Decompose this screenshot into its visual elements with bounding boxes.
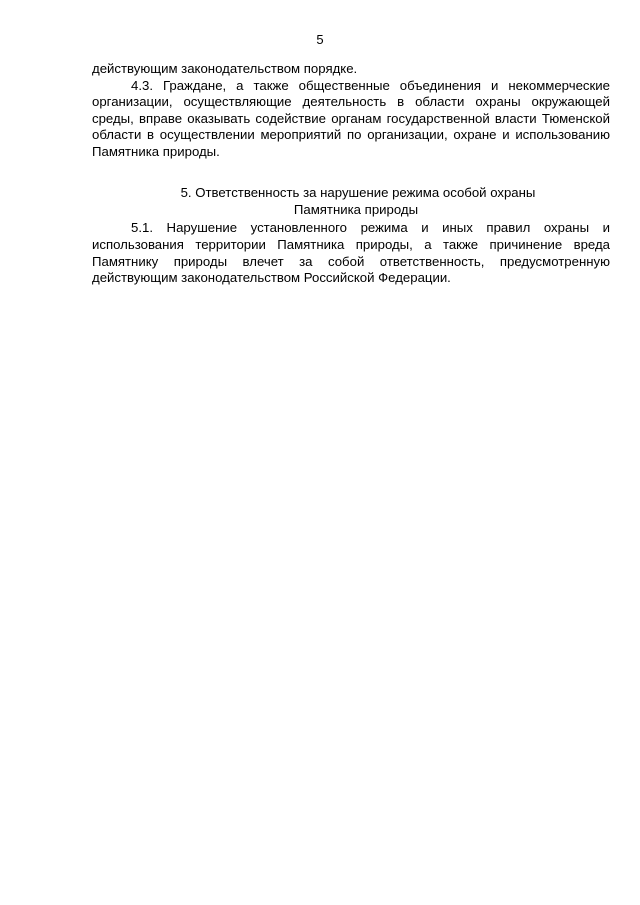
section-5-title-line-2: Памятника природы bbox=[293, 201, 419, 217]
blank-line bbox=[92, 161, 610, 178]
section-5-title-line-1: 5. Ответственность за нарушение режима особой охраны bbox=[180, 185, 536, 201]
paragraph-4-3: 4.3. Граждане, а также общественные объединения и некоммерческие организации, осуществляющие деятельность в области охраны окружающей среды, вправе оказывать содействие органам государственной власти Тюменской области в осуществлении мероприятий по организации, охране и использованию Памятника природы. bbox=[92, 77, 610, 159]
paragraph-5-1: 5.1. Нарушение установленного режима и иных правил охраны и использования территории Памятника природы, а также причинение вреда Памятнику природы влечет за собой ответственность, предусмотренную действующим законодательством Российской Федерации. bbox=[92, 220, 610, 286]
paragraph-continuation: действующим законодательством порядке. bbox=[92, 61, 358, 76]
section-5-heading bbox=[92, 185, 610, 218]
document-body bbox=[92, 61, 610, 287]
page-number: 5 bbox=[316, 32, 324, 47]
